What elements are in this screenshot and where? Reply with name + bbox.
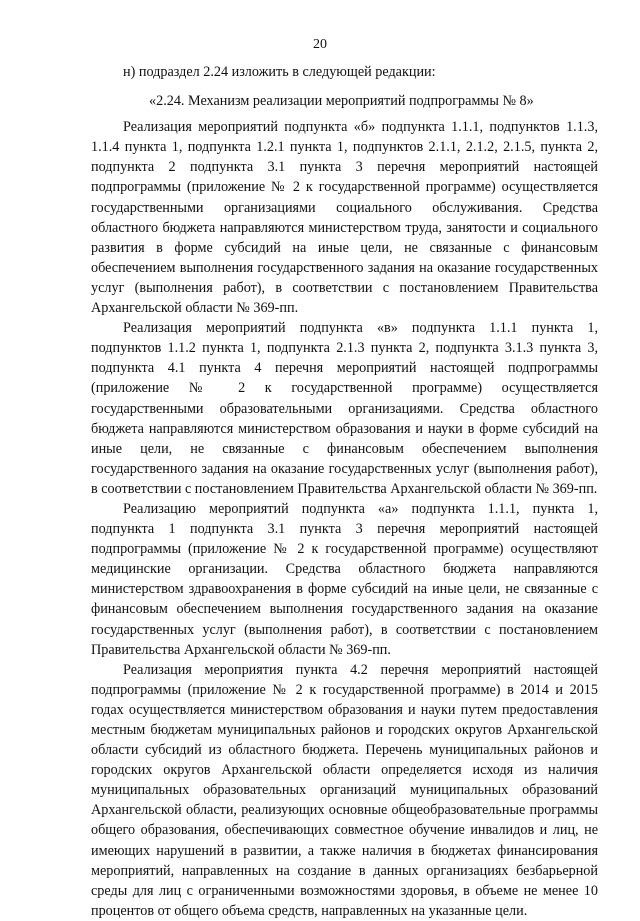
document-body: [91, 62, 598, 921]
amendment-intro: н) подраздел 2.24 изложить в следующей редакции:: [123, 64, 436, 80]
section-heading: «2.24. Механизм реализации мероприятий подпрограммы № 8»: [149, 93, 534, 110]
paragraph-social-services: Реализация мероприятий подпункта «б» подпункта 1.1.1, подпунктов 1.1.3, 1.1.4 пункта 1, подпункта 1.2.1 пункта 1, подпунктов 2.1.1, 2.1.2, 2.1.5, пункта 2, подпункта 2 подпункта 3.1 пункта 3 перечня мероприятий настоящей подпрограммы (приложение № 2 к государственной программе) осуществляется государственными организациями социального обслуживания. Средства областного бюджета направляются министерством труда, занятости и социального развития в форме субсидий на иные цели, не связанные с финансовым обеспечением выполнения государственного задания на оказание государственных услуг (выполнения работ), в соответствии с постановлением Правительства Архангельской области № 369-пп.: [91, 119, 598, 317]
paragraph-municipal-subsidies: Реализация мероприятия пункта 4.2 перечня мероприятий настоящей подпрограммы (приложение № 2 к государственной программе) в 2014 и 2015 годах осуществляется министерством образования и науки путем предоставления местным бюджетам муниципальных районов и городских округов Архангельской области субсидий из областного бюджета. Перечень муниципальных районов и городских округов Архангельской области определяется исходя из наличия муниципальных образовательных организаций муниципальных образований Архангельской области, реализующих основные общеобразовательные программы общего образования, обеспечивающих совместное обучение инвалидов и лиц, не имеющих нарушений в развитии, а также наличия в бюджетах финансирования мероприятий, направленных на создание в данных организациях безбарьерной среды для лиц с ограниченными возможностями здоровья, в объеме не менее 10 процентов от общего объема средств, направленных на указанные цели.: [91, 661, 598, 919]
page-number: 20: [313, 37, 327, 52]
paragraph-medical-organizations: Реализацию мероприятий подпункта «а» подпункта 1.1.1, пункта 1, подпункта 1 подпункта 3.1 пункта 3 перечня мероприятий настоящей подпрограммы (приложение № 2 к государственной программе) осуществляют медицинские организации. Средства областного бюджета направляются министерством здравоохранения в форме субсидий на иные цели, не связанные с финансовым обеспечением выполнения государственного задания на оказание государственных услуг (выполнения работ), в соответствии с постановлением Правительства Архангельской области № 369-пп.: [91, 500, 598, 658]
paragraph-educational-organizations: Реализация мероприятий подпункта «в» подпункта 1.1.1 пункта 1, подпунктов 1.1.2 пункта 1, подпункта 2.1.3 пункта 2, подпункта 3.1.3 пункта 3, подпункта 4.1 пункта 4 перечня мероприятий настоящей подпрограммы (приложение № 2 к государственной программе) осуществляется государственными образовательными организациями. Средства областного бюджета направляются министерством образования и науки в форме субсидий на иные цели, не связанные с финансовым обеспечением выполнения государственного задания на оказание государственных услуг (выполнения работ), в соответствии с постановлением Правительства Архангельской области № 369-пп.: [91, 320, 598, 497]
